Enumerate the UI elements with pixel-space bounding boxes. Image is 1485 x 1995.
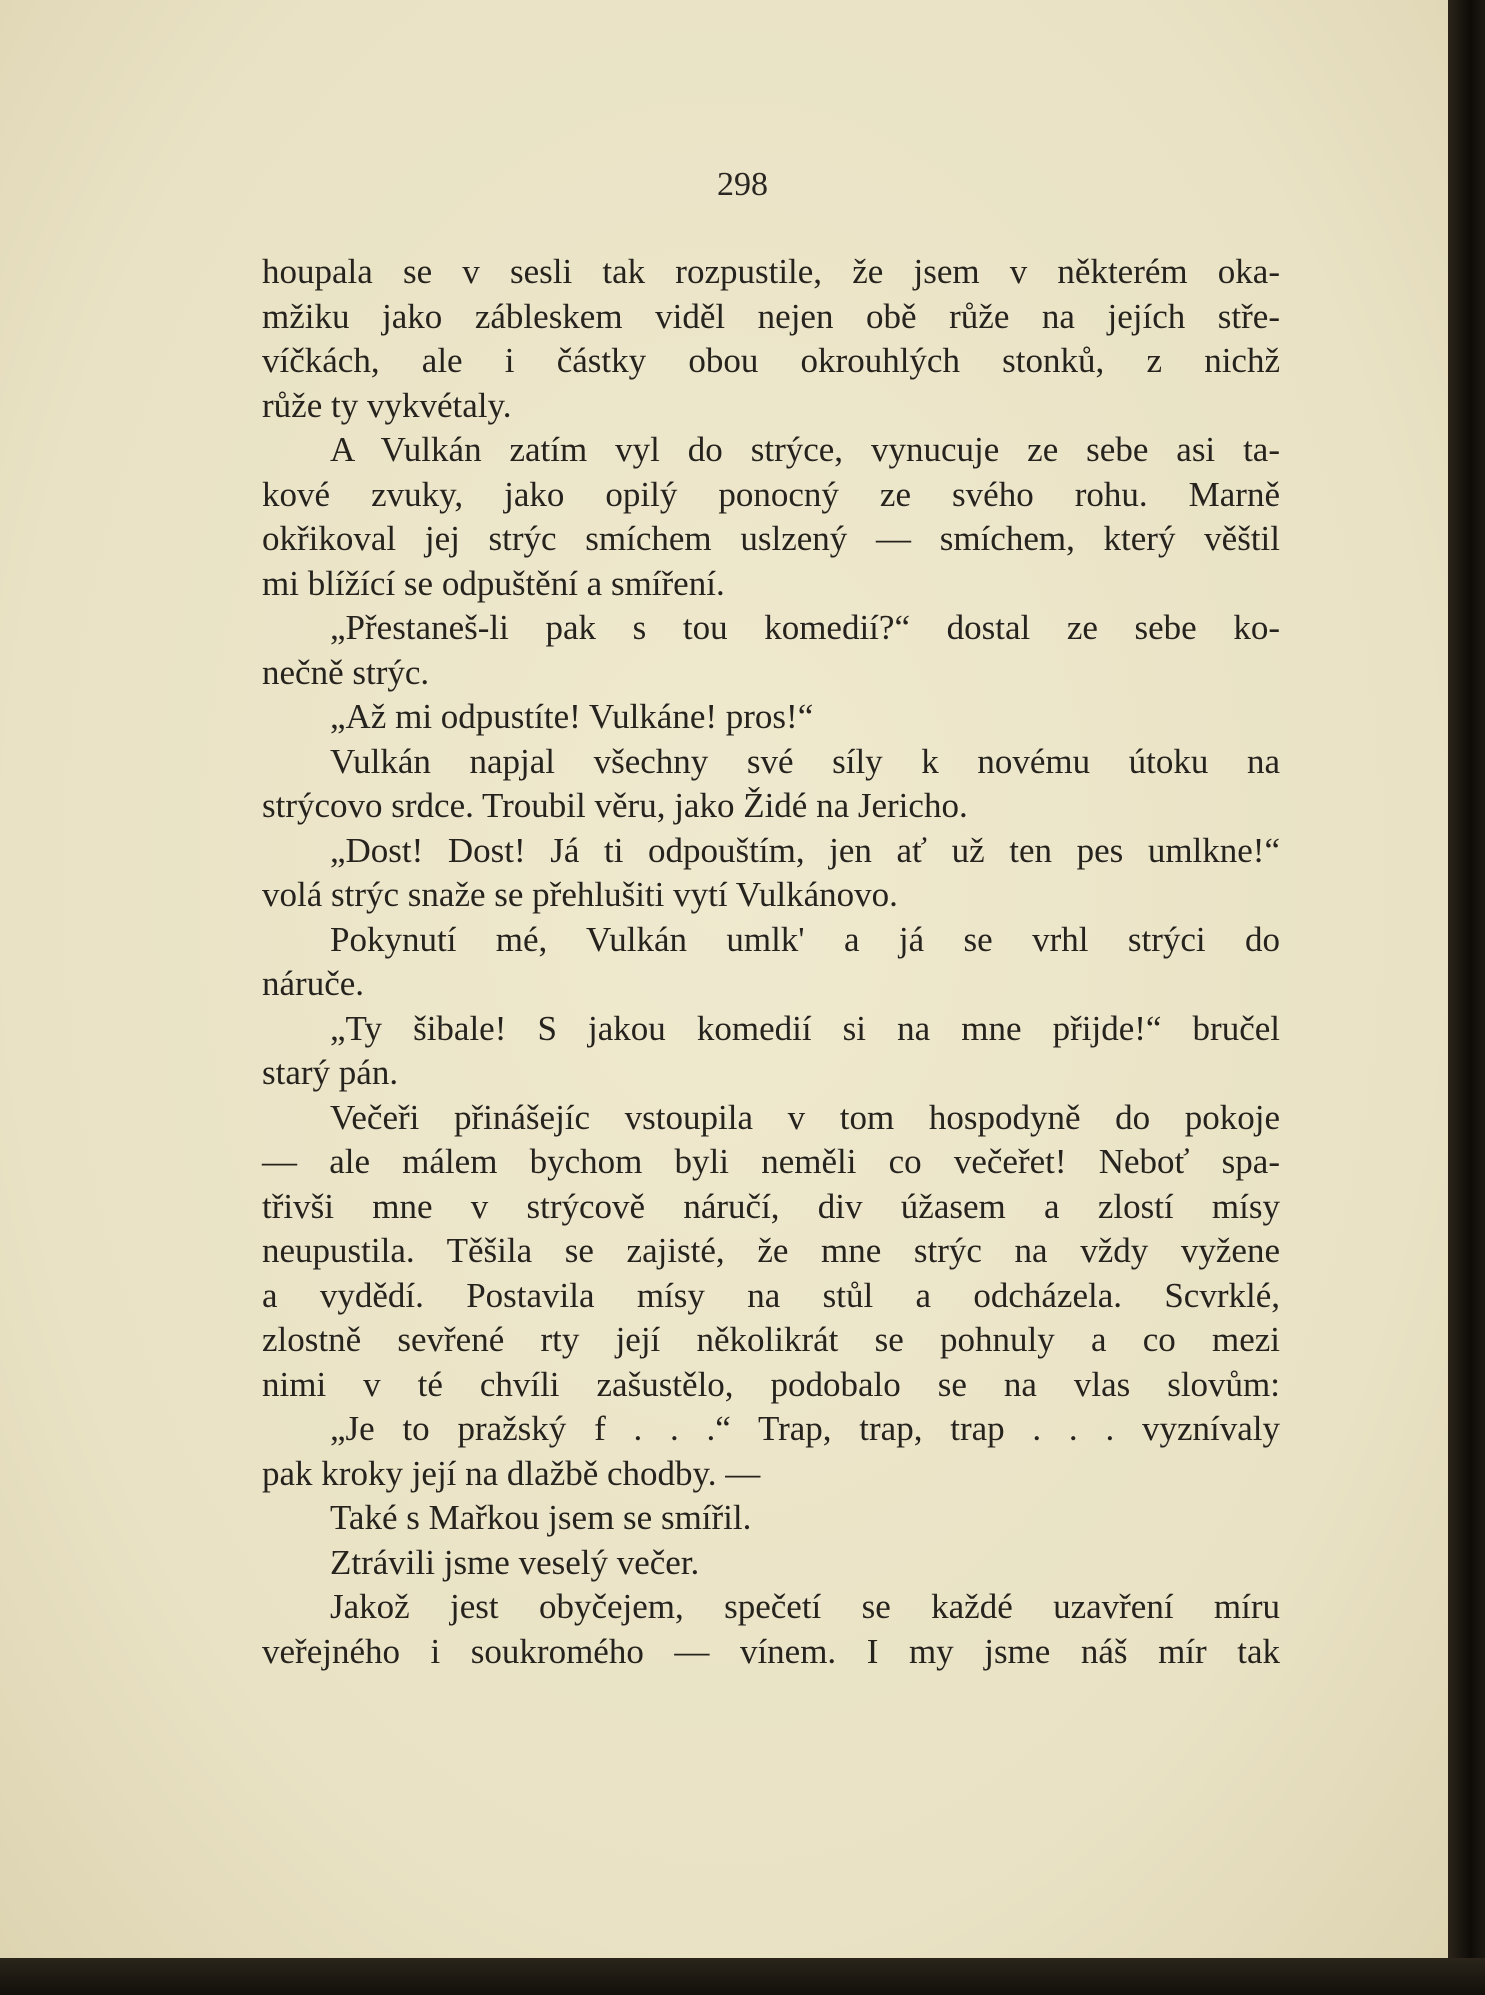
text-line: neupustila. Těšila se zajisté, že mne strýc na vždy vyžene [262, 1231, 1280, 1270]
text-line: „Ty šibale! S jakou komedií si na mne přijde!“ bručel [330, 1008, 1280, 1048]
text-line: Jakož jest obyčejem, spečetí se každé uzavření míru [330, 1587, 1280, 1626]
text-line: Pokynutí mé, Vulkán umlk' a já se vrhl strýci do [330, 919, 1280, 959]
text-line: Ztrávili jsme veselý večer. [330, 1542, 700, 1582]
text-line: „Až mi odpustíte! Vulkáne! pros!“ [330, 697, 814, 736]
text-line: volá strýc snaže se přehlušiti vytí Vulkánovo. [262, 875, 898, 914]
text-line: náruče. [262, 964, 365, 1003]
text-line: mi blížící se odpuštění a smíření. [262, 563, 725, 603]
text-line: veřejného i soukromého — vínem. I my jsme náš mír tak [262, 1631, 1280, 1671]
text-line: nečně strýc. [262, 652, 430, 692]
text-line: houpala se v sesli tak rozpustile, že jsem v některém oka- [262, 252, 1280, 291]
text-line: růže ty vykvétaly. [262, 385, 512, 425]
text-line: okřikoval jej strýc smíchem uslzený — smíchem, který věštil [262, 519, 1280, 558]
body-text [262, 250, 1280, 1674]
text-line: strýcovo srdce. Troubil věru, jako Židé na Jericho. [262, 786, 968, 825]
bottom-edge-shadow [0, 1958, 1485, 1995]
text-line: „Dost! Dost! Já ti odpouštím, jen ať už ten pes umlkne!“ [330, 830, 1280, 870]
text-line: — ale málem bychom byli neměli co večeřet! Neboť spa- [262, 1142, 1280, 1181]
text-line: třivši mne v strýcově náručí, div úžasem a zlostí mísy [262, 1186, 1280, 1226]
text-line: starý pán. [262, 1053, 399, 1092]
text-line: a vydědí. Postavila mísy na stůl a odcházela. Scvrklé, [262, 1275, 1280, 1315]
text-line: Vulkán napjal všechny své síly k novému útoku na [330, 741, 1280, 781]
text-line: zlostně sevřené rty její několikrát se pohnuly a co mezi [262, 1320, 1280, 1359]
text-line: mžiku jako zábleskem viděl nejen obě růže na jejích stře- [262, 296, 1280, 336]
text-line: A Vulkán zatím vyl do strýce, vynucuje ze sebe asi ta- [330, 430, 1280, 469]
text-line: „Je to pražský f . . .“ Trap, trap, trap . . . vyznívaly [330, 1409, 1280, 1448]
text-line: kové zvuky, jako opilý ponocný ze svého rohu. Marně [262, 474, 1280, 514]
text-line: „Přestaneš-li pak s tou komedií?“ dostal ze sebe ko- [330, 608, 1280, 647]
book-spine-shadow [1448, 0, 1485, 1995]
text-line: Večeři přinášejíc vstoupila v tom hospodyně do pokoje [330, 1097, 1280, 1137]
page-number: 298 [717, 166, 768, 203]
text-line: nimi v té chvíli zašustělo, podobalo se na vlas slovům: [262, 1364, 1280, 1404]
text-line: víčkách, ale i částky obou okrouhlých stonků, z nichž [262, 341, 1280, 380]
text-line: Také s Mařkou jsem se smířil. [330, 1498, 752, 1537]
text-line: pak kroky její na dlažbě chodby. — [262, 1453, 761, 1493]
